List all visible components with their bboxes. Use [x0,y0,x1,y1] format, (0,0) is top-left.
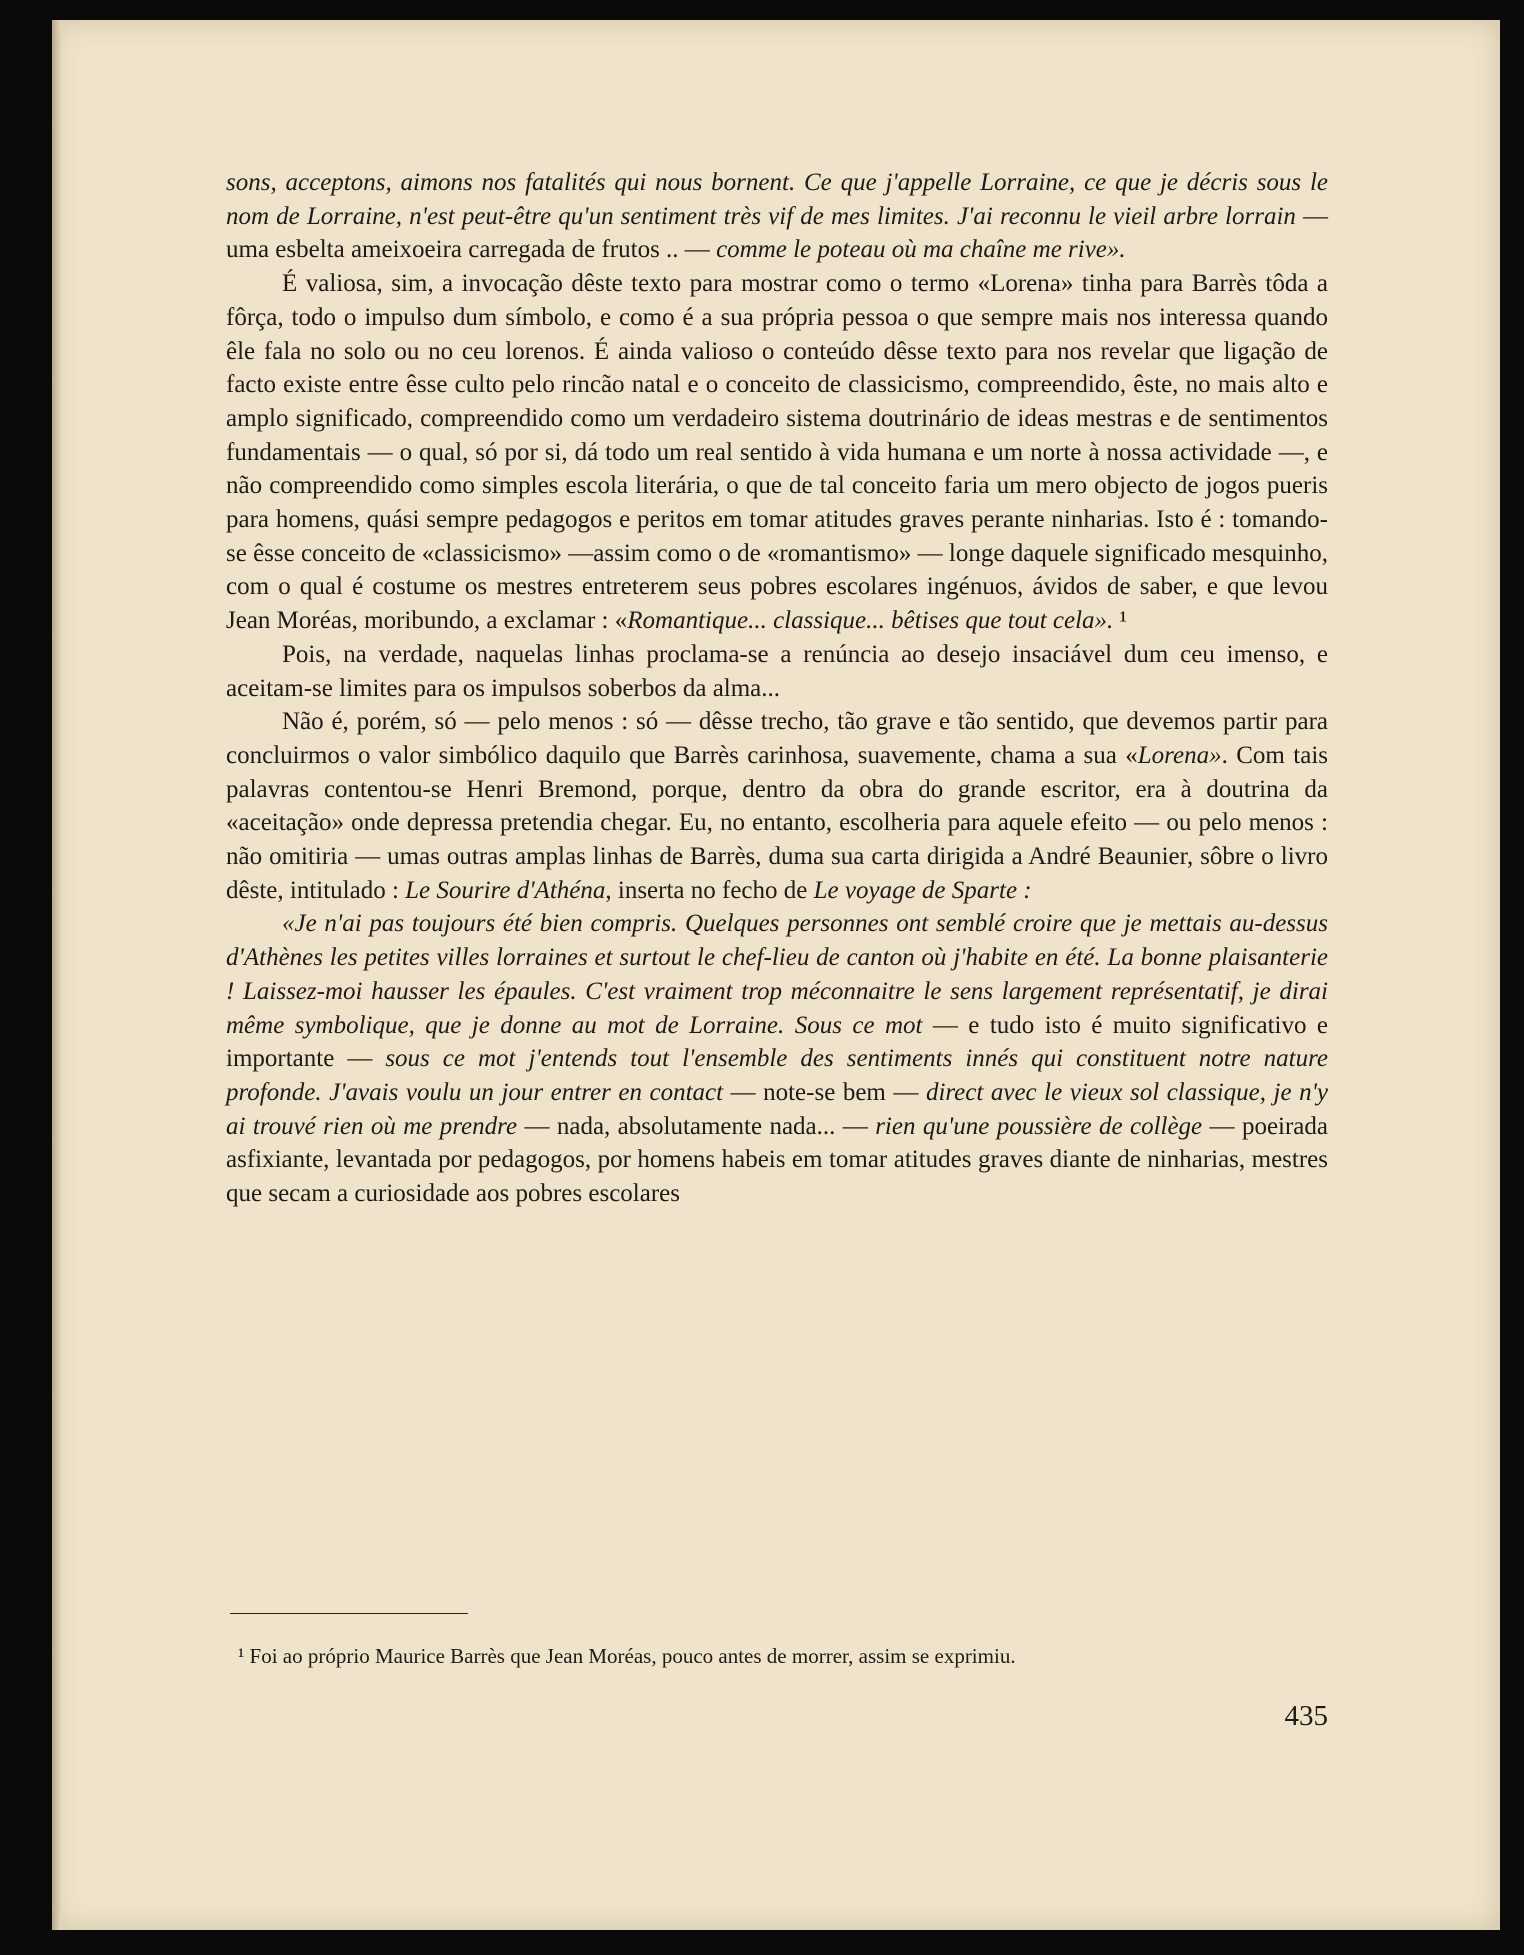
text-run: Lorena» [1137,741,1222,769]
text-run: É valiosa, sim, a invocação dêste texto para mostrar como o termo «Lorena» tinha para Barrès tôda a fôrça, todo o impulso dum símbolo, e como é a sua própria pessoa o que sempre mais nos interessa quando êle fala no solo ou no ceu lorenos. É ainda valioso o conteúdo dêsse texto para nos revelar que ligação de facto existe entre êsse culto pelo rincão natal e o conceito de classicismo, compreendido, êste, no mais alto e amplo significado, compreendido como um verdadeiro sistema doutrinário de ideas mestras e de sentimentos fundamentais — o qual, só por si, dá todo um real sentido à vida humana e um norte à nossa actividade —, e não compreendido como simples escola literária, o que de tal conceito faria um mero objecto de jogos pueris para homens, quási sempre pedagogos e peritos em tomar atitudes graves perante ninharias. Isto é : tomando-se êsse conceito de «classicismo» —assim como o de «romantismo» — longe daquele significado mesquinho, com o qual é costume os mestres entreterem seus pobres escolares ingénuos, ávidos de saber, e que levou Jean Moréas, moribundo, a exclamar : « [226,270,1328,635]
text-run: — note-se bem — [723,1078,926,1106]
page-spine-shadow [52,20,62,1930]
text-run: — poeirada asfixiante, levantada por pedagogos, por homens habeis em tomar atitudes graves diante de ninharias, mestres que secam a curiosidade aos pobres escolares [226,1112,1328,1208]
text-run: sous ce mot j'entends tout l'ensemble des sentiments innés qui constituent notre nature profonde. J'avais voulu un jour entrer en contact [226,1045,1328,1106]
text-run: — uma esbelta ameixoeira carregada de frutos .. — [226,202,1329,264]
body-text [226,166,1328,1211]
text-run: Romantique... classique... bêtises que tout cela». [627,607,1114,635]
paragraph-2 [226,267,1328,638]
paragraph-4 [226,705,1328,907]
text-run: rien qu'une poussière de collège [875,1112,1203,1140]
text-run: , inserta no fecho de [605,876,814,904]
footnote: ¹ Foi ao próprio Maurice Barrès que Jean Moréas, pouco antes de morrer, assim se exprimiu. [238,1644,1016,1668]
paragraph-5 [226,907,1328,1210]
text-run: direct avec le vieux sol classique, je n'y ai trouvé rien où me prendre [226,1078,1329,1140]
footnote-marker: ¹ [1113,607,1128,635]
footnote-divider [230,1613,468,1614]
book-page [52,20,1500,1930]
text-run: Não é, porém, só — pelo menos : só — dêsse trecho, tão grave e tão sentido, que devemos partir para concluirmos o valor simbólico daquilo que Barrès carinhosa, suavemente, chama a sua « [226,708,1328,769]
text-run: sons, acceptons, aimons nos fatalités qui nous bornent. Ce que j'appelle Lorraine, ce que je décris sous le nom de Lorraine, n'est peut-être qu'un sentiment très vif de mes limites. J'ai reconnu le vieil arbre lorrain [226,169,1328,230]
page-number: 435 [1284,1700,1328,1732]
text-run: Pois, na verdade, naquelas linhas proclama-se a renúncia ao desejo insaciável dum ceu imenso, e aceitam-se limites para os impulsos soberbos da alma... [226,640,1328,702]
text-run: Le Sourire d'Athéna [405,876,606,904]
text-run: . Com tais palavras contentou-se Henri Bremond, porque, dentro da obra do grande escritor, era à doutrina da «aceitação» onde depressa pretendia chegar. Eu, no entanto, escolheria para aquele efeito — ou pelo menos : não omitiria — umas outras amplas linhas de Barrès, duma sua carta dirigida a André Beaunier, sôbre o livro dêste, intitulado : [226,741,1329,904]
paragraph-3 [226,638,1328,705]
text-run: «Je n'ai pas toujours été bien compris. Quelques personnes ont semblé croire que je mettais au-dessus d'Athènes les petites villes lorraines et surtout le chef-lieu de canton où j'habite en été. La bonne plaisanterie ! Laissez-moi hausser les épaules. C'est vraiment trop méconnaitre le sens largement représentatif, je dirai même symbolique, que je donne au mot de Lorraine. Sous ce mot [226,910,1328,1039]
text-run: — e tudo isto é muito significativo e importante — [226,1011,1329,1073]
text-run: comme le poteau où ma chaîne me rive». [716,236,1126,264]
text-run: Le voyage de Sparte : [813,876,1032,904]
text-run: — nada, absolutamente nada... — [517,1112,876,1140]
paragraph-1 [226,166,1328,267]
